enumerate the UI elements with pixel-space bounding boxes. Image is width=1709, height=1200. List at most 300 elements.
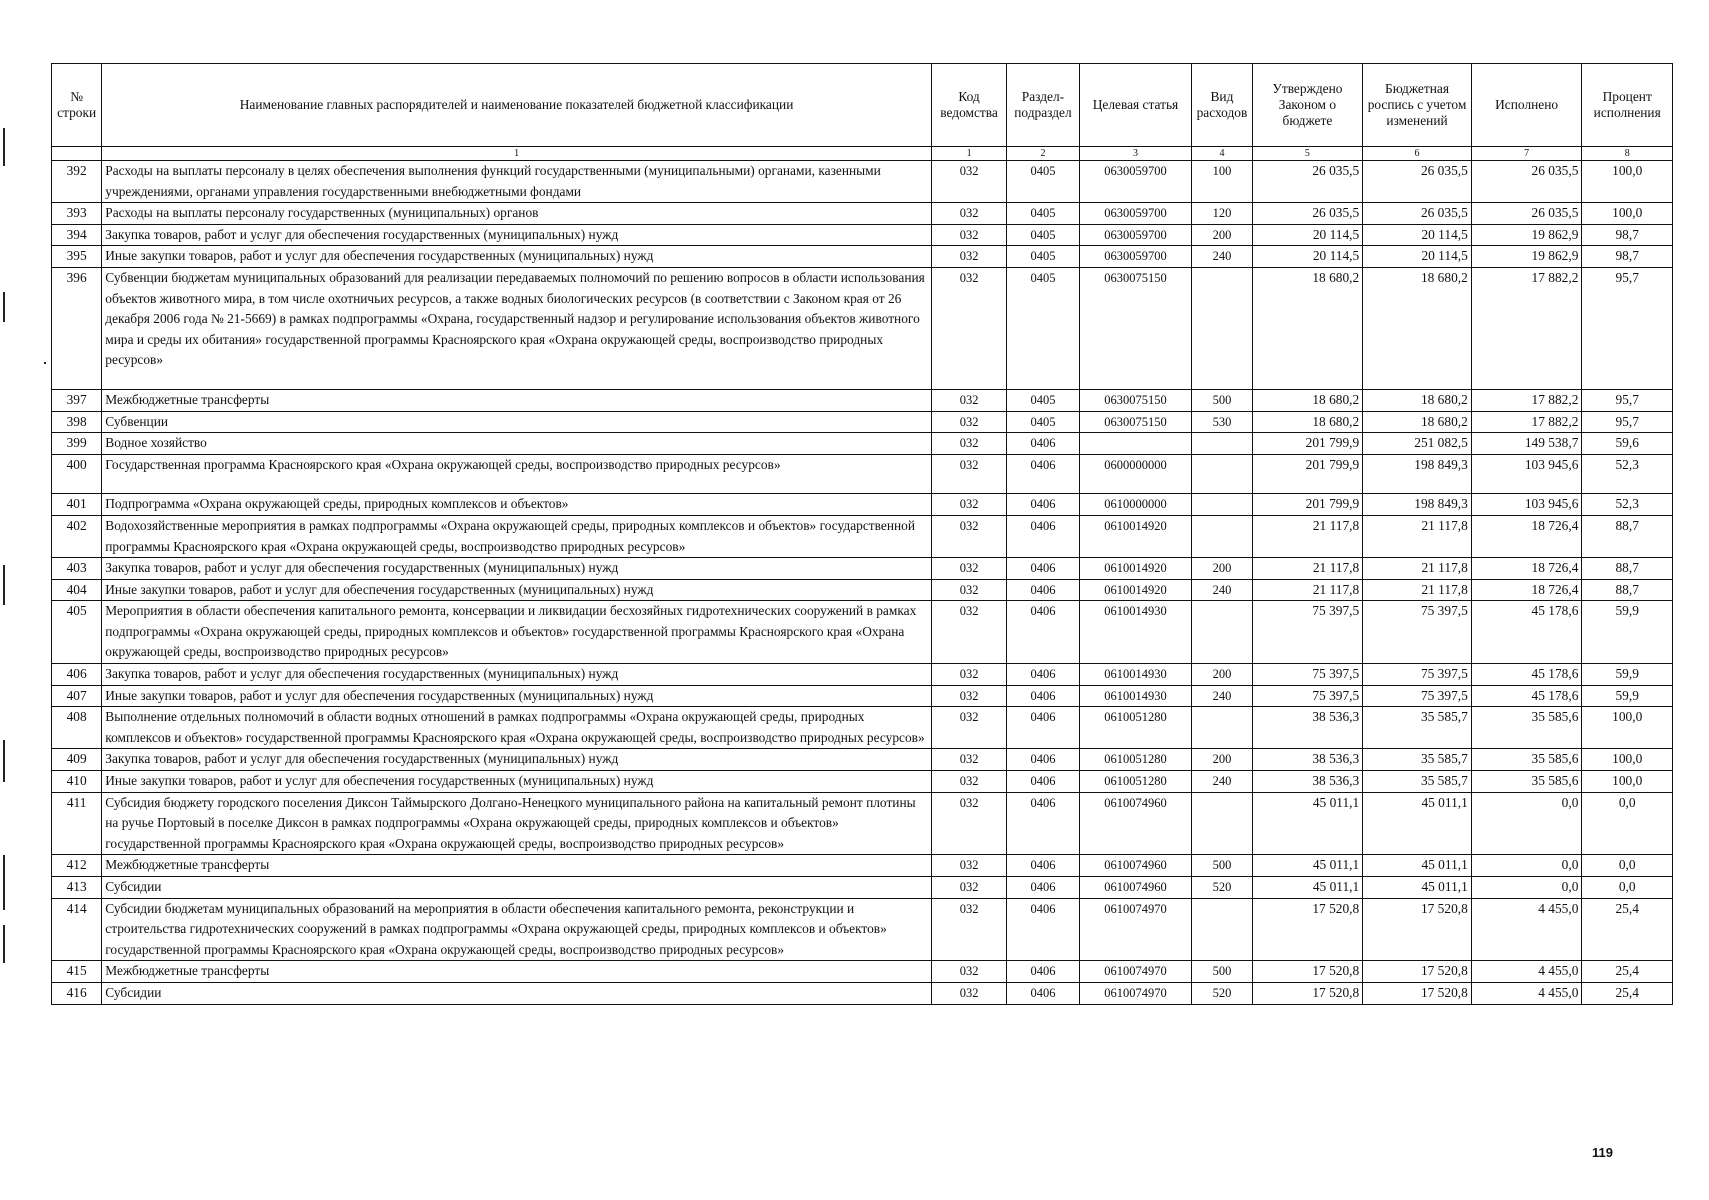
expense-type [1192,433,1252,455]
table-row [52,685,1673,707]
executed-amount: 18 726,4 [1471,579,1582,601]
row-name: Межбюджетные трансферты [102,855,932,877]
section-code: 0406 [1007,601,1079,664]
page-number: 119 [1592,1145,1613,1160]
header-row-no: № строки [52,64,102,147]
section-code: 0405 [1007,411,1079,433]
table-row [52,664,1673,686]
expense-type: 200 [1192,558,1252,580]
row-number: 395 [52,246,102,268]
row-number: 415 [52,961,102,983]
row-number: 412 [52,855,102,877]
row-number: 394 [52,224,102,246]
execution-percent: 0,0 [1582,855,1673,877]
expense-type: 240 [1192,579,1252,601]
executed-amount: 26 035,5 [1471,161,1582,203]
execution-percent: 25,4 [1582,982,1673,1004]
row-number: 405 [52,601,102,664]
expense-type [1192,898,1252,961]
section-code: 0406 [1007,454,1079,494]
dept-code: 032 [931,771,1006,793]
header-section: Раздел-подраздел [1007,64,1079,147]
table-row [52,454,1673,494]
dept-code: 032 [931,707,1006,749]
row-name: Государственная программа Красноярского края «Охрана окружающей среды, воспроизводство природных ресурсов» [102,454,932,494]
target-item: 0610051280 [1079,771,1192,793]
scan-mark [3,740,5,782]
schedule-amount: 35 585,7 [1363,707,1472,749]
schedule-amount: 75 397,5 [1363,685,1472,707]
approved-amount: 17 520,8 [1252,961,1363,983]
target-item: 0610014920 [1079,558,1192,580]
row-number: 399 [52,433,102,455]
dept-code: 032 [931,433,1006,455]
expense-type [1192,792,1252,855]
expense-type [1192,267,1252,389]
section-code: 0406 [1007,855,1079,877]
target-item: 0630059700 [1079,203,1192,225]
row-name: Иные закупки товаров, работ и услуг для обеспечения государственных (муниципальных) нужд [102,685,932,707]
expense-type [1192,707,1252,749]
target-item: 0610074970 [1079,982,1192,1004]
schedule-amount: 21 117,8 [1363,558,1472,580]
target-item: 0630075150 [1079,389,1192,411]
section-code: 0406 [1007,792,1079,855]
approved-amount: 201 799,9 [1252,454,1363,494]
dept-code: 032 [931,411,1006,433]
section-code: 0405 [1007,389,1079,411]
target-item: 0600000000 [1079,454,1192,494]
section-code: 0406 [1007,558,1079,580]
header-executed: Исполнено [1471,64,1582,147]
section-code: 0406 [1007,685,1079,707]
expense-type: 500 [1192,389,1252,411]
table-row [52,707,1673,749]
approved-amount: 45 011,1 [1252,877,1363,899]
scan-mark [3,128,5,166]
execution-percent: 0,0 [1582,877,1673,899]
dept-code: 032 [931,224,1006,246]
executed-amount: 17 882,2 [1471,267,1582,389]
dept-code: 032 [931,454,1006,494]
column-number-row [52,147,1673,161]
schedule-amount: 45 011,1 [1363,792,1472,855]
scan-dot [44,362,46,364]
section-code: 0405 [1007,224,1079,246]
header-name: Наименование главных распорядителей и наименование показателей бюджетной классификации [102,64,932,147]
expense-type: 500 [1192,855,1252,877]
dept-code: 032 [931,558,1006,580]
executed-amount: 4 455,0 [1471,982,1582,1004]
table-row [52,224,1673,246]
row-number: 411 [52,792,102,855]
header-expense-type: Вид расходов [1192,64,1252,147]
target-item: 0610074970 [1079,898,1192,961]
execution-percent: 0,0 [1582,792,1673,855]
target-item: 0610074960 [1079,792,1192,855]
row-name: Субсидии [102,877,932,899]
execution-percent: 88,7 [1582,579,1673,601]
row-number: 396 [52,267,102,389]
execution-percent: 88,7 [1582,515,1673,557]
section-code: 0406 [1007,664,1079,686]
expense-type: 100 [1192,161,1252,203]
target-item: 0610051280 [1079,749,1192,771]
expense-type: 200 [1192,664,1252,686]
approved-amount: 18 680,2 [1252,267,1363,389]
section-code: 0406 [1007,982,1079,1004]
execution-percent: 52,3 [1582,494,1673,516]
table-row [52,771,1673,793]
approved-amount: 17 520,8 [1252,898,1363,961]
target-item: 0610074960 [1079,877,1192,899]
dept-code: 032 [931,389,1006,411]
schedule-amount: 20 114,5 [1363,224,1472,246]
section-code: 0406 [1007,433,1079,455]
row-name: Выполнение отдельных полномочий в области водных отношений в рамках подпрограммы «Охрана окружающей среды, природных комплексов и объектов» государственной программы Красноярского края «Охрана окружающей среды, воспроизводство природных ресурсов» [102,707,932,749]
section-code: 0405 [1007,246,1079,268]
schedule-amount: 18 680,2 [1363,267,1472,389]
execution-percent: 25,4 [1582,898,1673,961]
header-budget-schedule: Бюджетная роспись с учетом изменений [1363,64,1472,147]
table-row [52,246,1673,268]
row-name: Иные закупки товаров, работ и услуг для обеспечения государственных (муниципальных) нужд [102,246,932,268]
approved-amount: 18 680,2 [1252,389,1363,411]
target-item: 0610014930 [1079,664,1192,686]
schedule-amount: 18 680,2 [1363,411,1472,433]
execution-percent: 100,0 [1582,161,1673,203]
dept-code: 032 [931,246,1006,268]
column-number: 2 [1007,147,1079,161]
execution-percent: 52,3 [1582,454,1673,494]
execution-percent: 59,6 [1582,433,1673,455]
schedule-amount: 17 520,8 [1363,961,1472,983]
schedule-amount: 20 114,5 [1363,246,1472,268]
approved-amount: 21 117,8 [1252,579,1363,601]
schedule-amount: 198 849,3 [1363,494,1472,516]
expense-type: 530 [1192,411,1252,433]
table-row [52,267,1673,389]
row-name: Иные закупки товаров, работ и услуг для обеспечения государственных (муниципальных) нужд [102,579,932,601]
approved-amount: 75 397,5 [1252,601,1363,664]
row-number: 413 [52,877,102,899]
target-item: 0610014920 [1079,515,1192,557]
row-number: 398 [52,411,102,433]
scan-mark [3,925,5,963]
approved-amount: 75 397,5 [1252,664,1363,686]
execution-percent: 98,7 [1582,246,1673,268]
row-name: Закупка товаров, работ и услуг для обеспечения государственных (муниципальных) нужд [102,224,932,246]
approved-amount: 17 520,8 [1252,982,1363,1004]
row-number: 397 [52,389,102,411]
column-number: 1 [102,147,932,161]
target-item: 0610074960 [1079,855,1192,877]
row-number: 407 [52,685,102,707]
schedule-amount: 45 011,1 [1363,877,1472,899]
target-item: 0630059700 [1079,161,1192,203]
table-row [52,515,1673,557]
row-name: Субсидии [102,982,932,1004]
execution-percent: 88,7 [1582,558,1673,580]
schedule-amount: 17 520,8 [1363,898,1472,961]
schedule-amount: 18 680,2 [1363,389,1472,411]
executed-amount: 0,0 [1471,877,1582,899]
executed-amount: 0,0 [1471,792,1582,855]
expense-type [1192,494,1252,516]
dept-code: 032 [931,749,1006,771]
table-row [52,411,1673,433]
column-number: 8 [1582,147,1673,161]
executed-amount: 4 455,0 [1471,961,1582,983]
approved-amount: 26 035,5 [1252,203,1363,225]
header-dept-code: Код ведомства [931,64,1006,147]
header-row [52,64,1673,147]
table-row [52,558,1673,580]
schedule-amount: 198 849,3 [1363,454,1472,494]
row-name: Субсидия бюджету городского поселения Диксон Таймырского Долгано-Ненецкого муниципального района на капитальный ремонт плотины на ручье Портовый в поселке Диксон в рамках подпрограммы «Охрана окружающей среды, природных комплексов и объектов» государственной программы Красноярского края «Охрана окружающей среды, воспроизводство природных ресурсов» [102,792,932,855]
table-row [52,898,1673,961]
target-item: 0630059700 [1079,224,1192,246]
executed-amount: 19 862,9 [1471,246,1582,268]
row-number: 409 [52,749,102,771]
approved-amount: 75 397,5 [1252,685,1363,707]
table-row [52,433,1673,455]
executed-amount: 149 538,7 [1471,433,1582,455]
row-name: Закупка товаров, работ и услуг для обеспечения государственных (муниципальных) нужд [102,749,932,771]
row-name: Закупка товаров, работ и услуг для обеспечения государственных (муниципальных) нужд [102,664,932,686]
expense-type: 240 [1192,685,1252,707]
executed-amount: 17 882,2 [1471,411,1582,433]
executed-amount: 45 178,6 [1471,685,1582,707]
approved-amount: 20 114,5 [1252,246,1363,268]
dept-code: 032 [931,961,1006,983]
target-item: 0630075150 [1079,267,1192,389]
row-name: Водное хозяйство [102,433,932,455]
target-item: 0610014930 [1079,685,1192,707]
execution-percent: 95,7 [1582,389,1673,411]
dept-code: 032 [931,267,1006,389]
schedule-amount: 21 117,8 [1363,579,1472,601]
column-number: 4 [1192,147,1252,161]
header-approved: Утверждено Законом о бюджете [1252,64,1363,147]
column-number: 3 [1079,147,1192,161]
target-item: 0610014930 [1079,601,1192,664]
table-row [52,982,1673,1004]
approved-amount: 38 536,3 [1252,749,1363,771]
section-code: 0406 [1007,771,1079,793]
section-code: 0406 [1007,494,1079,516]
row-name: Закупка товаров, работ и услуг для обеспечения государственных (муниципальных) нужд [102,558,932,580]
row-name: Водохозяйственные мероприятия в рамках подпрограммы «Охрана окружающей среды, природных комплексов и объектов» государственной программы Красноярского края «Охрана окружающей среды, воспроизводство природных ресурсов» [102,515,932,557]
target-item: 0610074970 [1079,961,1192,983]
table-row [52,855,1673,877]
row-name: Подпрограмма «Охрана окружающей среды, природных комплексов и объектов» [102,494,932,516]
table-row [52,601,1673,664]
row-name: Субвенции бюджетам муниципальных образований для реализации передаваемых полномочий по решению вопросов в области использования объектов животного мира, в том числе охотничьих ресурсов, а также водных биологических ресурсов (в соответствии с Законом края от 26 декабря 2006 года № 21-5669) в рамках подпрограммы «Охрана, государственный надзор и регулирование использования объектов животного мира и среды их обитания» государственной программы Красноярского края «Охрана окружающей среды, воспроизводство природных ресурсов» [102,267,932,389]
dept-code: 032 [931,898,1006,961]
row-name: Субвенции [102,411,932,433]
header-target-item: Целевая статья [1079,64,1192,147]
schedule-amount: 26 035,5 [1363,161,1472,203]
schedule-amount: 75 397,5 [1363,601,1472,664]
execution-percent: 95,7 [1582,411,1673,433]
table-row [52,749,1673,771]
approved-amount: 201 799,9 [1252,433,1363,455]
header-percent: Процент исполнения [1582,64,1673,147]
schedule-amount: 45 011,1 [1363,855,1472,877]
table-row [52,792,1673,855]
budget-table [51,63,1673,1005]
execution-percent: 59,9 [1582,664,1673,686]
section-code: 0406 [1007,961,1079,983]
section-code: 0405 [1007,161,1079,203]
row-number: 392 [52,161,102,203]
dept-code: 032 [931,664,1006,686]
executed-amount: 103 945,6 [1471,454,1582,494]
dept-code: 032 [931,515,1006,557]
column-number: 5 [1252,147,1363,161]
approved-amount: 21 117,8 [1252,515,1363,557]
row-number: 414 [52,898,102,961]
approved-amount: 26 035,5 [1252,161,1363,203]
dept-code: 032 [931,982,1006,1004]
dept-code: 032 [931,579,1006,601]
dept-code: 032 [931,203,1006,225]
table-row [52,961,1673,983]
target-item [1079,433,1192,455]
row-name: Иные закупки товаров, работ и услуг для обеспечения государственных (муниципальных) нужд [102,771,932,793]
executed-amount: 18 726,4 [1471,558,1582,580]
row-number: 403 [52,558,102,580]
schedule-amount: 17 520,8 [1363,982,1472,1004]
section-code: 0406 [1007,707,1079,749]
table-row [52,579,1673,601]
executed-amount: 103 945,6 [1471,494,1582,516]
column-number: 1 [931,147,1006,161]
section-code: 0406 [1007,749,1079,771]
execution-percent: 100,0 [1582,749,1673,771]
executed-amount: 0,0 [1471,855,1582,877]
approved-amount: 45 011,1 [1252,855,1363,877]
row-number: 402 [52,515,102,557]
executed-amount: 19 862,9 [1471,224,1582,246]
dept-code: 032 [931,601,1006,664]
approved-amount: 20 114,5 [1252,224,1363,246]
executed-amount: 18 726,4 [1471,515,1582,557]
target-item: 0630059700 [1079,246,1192,268]
scan-mark [3,565,5,605]
dept-code: 032 [931,877,1006,899]
expense-type: 200 [1192,749,1252,771]
table-row [52,494,1673,516]
schedule-amount: 21 117,8 [1363,515,1472,557]
scan-mark [3,292,5,322]
schedule-amount: 35 585,7 [1363,749,1472,771]
expense-type: 240 [1192,246,1252,268]
execution-percent: 100,0 [1582,203,1673,225]
row-number: 400 [52,454,102,494]
section-code: 0406 [1007,579,1079,601]
section-code: 0406 [1007,515,1079,557]
expense-type: 240 [1192,771,1252,793]
expense-type [1192,515,1252,557]
approved-amount: 21 117,8 [1252,558,1363,580]
execution-percent: 25,4 [1582,961,1673,983]
executed-amount: 35 585,6 [1471,707,1582,749]
approved-amount: 38 536,3 [1252,707,1363,749]
target-item: 0610051280 [1079,707,1192,749]
row-number: 401 [52,494,102,516]
target-item: 0610000000 [1079,494,1192,516]
row-name: Субсидии бюджетам муниципальных образований на мероприятия в области обеспечения капитального ремонта, реконструкции и строительства гидротехнических сооружений в рамках подпрограммы «Охрана окружающей среды, природных комплексов и объектов» государственной программы Красноярского края «Охрана окружающей среды, воспроизводство природных ресурсов» [102,898,932,961]
section-code: 0406 [1007,877,1079,899]
target-item: 0610014920 [1079,579,1192,601]
expense-type: 500 [1192,961,1252,983]
expense-type: 520 [1192,877,1252,899]
expense-type: 120 [1192,203,1252,225]
dept-code: 032 [931,792,1006,855]
row-number: 416 [52,982,102,1004]
row-number: 393 [52,203,102,225]
table-row [52,203,1673,225]
dept-code: 032 [931,161,1006,203]
executed-amount: 35 585,6 [1471,749,1582,771]
table-row [52,877,1673,899]
target-item: 0630075150 [1079,411,1192,433]
section-code: 0406 [1007,898,1079,961]
approved-amount: 201 799,9 [1252,494,1363,516]
expense-type: 520 [1192,982,1252,1004]
execution-percent: 59,9 [1582,601,1673,664]
row-name: Межбюджетные трансферты [102,389,932,411]
schedule-amount: 251 082,5 [1363,433,1472,455]
execution-percent: 95,7 [1582,267,1673,389]
executed-amount: 35 585,6 [1471,771,1582,793]
executed-amount: 26 035,5 [1471,203,1582,225]
dept-code: 032 [931,494,1006,516]
row-number: 404 [52,579,102,601]
expense-type [1192,601,1252,664]
execution-percent: 100,0 [1582,707,1673,749]
row-name: Мероприятия в области обеспечения капитального ремонта, консервации и ликвидации бесхозяйных гидротехнических сооружений в рамках подпрограммы «Охрана окружающей среды, природных комплексов и объектов» государственной программы Красноярского края «Охрана окружающей среды, воспроизводство природных ресурсов» [102,601,932,664]
table-row [52,389,1673,411]
execution-percent: 100,0 [1582,771,1673,793]
row-name: Межбюджетные трансферты [102,961,932,983]
column-number: 7 [1471,147,1582,161]
dept-code: 032 [931,685,1006,707]
schedule-amount: 26 035,5 [1363,203,1472,225]
section-code: 0405 [1007,203,1079,225]
schedule-amount: 35 585,7 [1363,771,1472,793]
row-name: Расходы на выплаты персоналу в целях обеспечения выполнения функций государственными (муниципальными) органами, казенными учреждениями, органами управления государственными внебюджетными фондами [102,161,932,203]
executed-amount: 17 882,2 [1471,389,1582,411]
scan-mark [3,855,5,910]
section-code: 0405 [1007,267,1079,389]
column-number: 6 [1363,147,1472,161]
expense-type: 200 [1192,224,1252,246]
approved-amount: 18 680,2 [1252,411,1363,433]
execution-percent: 98,7 [1582,224,1673,246]
row-number: 408 [52,707,102,749]
row-number: 410 [52,771,102,793]
row-name: Расходы на выплаты персоналу государственных (муниципальных) органов [102,203,932,225]
dept-code: 032 [931,855,1006,877]
table-row [52,161,1673,203]
row-number: 406 [52,664,102,686]
approved-amount: 38 536,3 [1252,771,1363,793]
column-number [52,147,102,161]
executed-amount: 45 178,6 [1471,601,1582,664]
